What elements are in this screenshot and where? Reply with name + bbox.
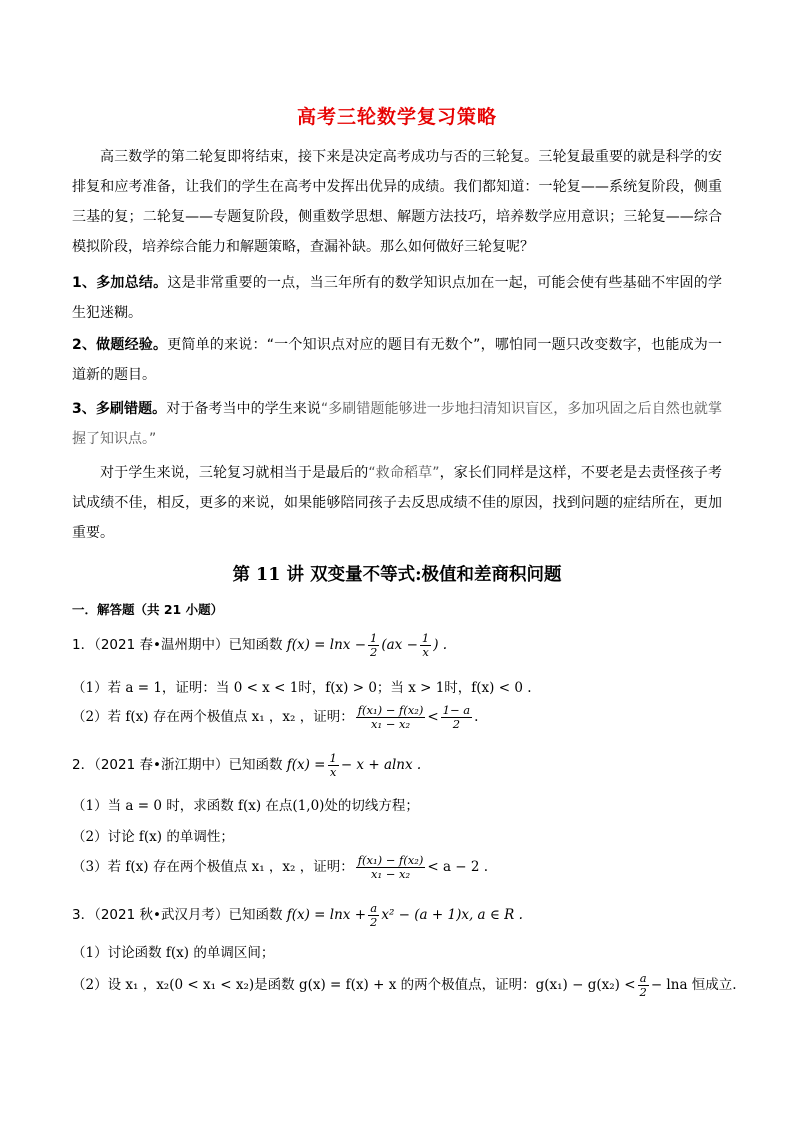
- tip-3: [72, 394, 722, 454]
- problem-2-fx: f(x) =: [286, 757, 326, 773]
- problem-1-fx: f(x) = lnx −: [286, 637, 367, 653]
- problem-3-frac: $\frac{a}{2}$: [370, 901, 378, 929]
- problem-1-part-2: [72, 704, 478, 731]
- problem-1-part-2-rhs: $\frac{1- a}{2}$: [442, 703, 471, 731]
- problem-1-end: ) .: [433, 637, 448, 653]
- problem-2-frac: $\frac{1}{x}$: [329, 751, 337, 779]
- lecture-title: 第 11 讲 双变量不等式:极值和差商积问题: [232, 565, 562, 585]
- problem-1-part-2-text: （2）若 f(x) 存在两个极值点 x₁ ，x₂ ，证明：: [72, 709, 354, 725]
- problem-1-inner-frac: $\frac{1}{x}$: [421, 631, 430, 659]
- tip-3-body: 对于备考当中的学生来说: [166, 401, 321, 417]
- problem-3-head: [72, 902, 523, 929]
- tip-3-quote: “多刷错题能够进一步地扫清知识盲区，多加巩固之后自然也就掌握了知识点。”: [72, 401, 722, 447]
- tip-2: [72, 330, 722, 390]
- problem-1-half: $\frac{1}{2}$: [370, 631, 378, 659]
- document-title: 高考三轮数学复习策略: [296, 106, 497, 128]
- problem-3-part-1: （1）讨论函数 f(x) 的单调区间；: [72, 945, 275, 961]
- problem-1-part-2-frac: $\frac{\text{f(x₁) − f(x₂)}}{\text{x₁ − x₂}}$: [357, 703, 424, 731]
- problem-2-part-3-end: < a − 2 .: [427, 859, 489, 875]
- problem-2-part-3: [72, 854, 488, 881]
- tip-1: [72, 268, 722, 328]
- problem-3-part-2-text: （2）设 x₁ ，x₂(0 < x₁ < x₂)是函数 g(x) = f(x) + x 的两个极值点，证明：g(x₁) − g(x₂) <: [72, 977, 636, 993]
- intro-paragraph: 高三数学的第二轮复即将结束，接下来是决定高考成功与否的三轮复。三轮复最重要的就是科学的安排复和应考准备，让我们的学生在高考中发挥出优异的成绩。我们都知道：一轮复——系统复阶段，侧重三基的复；二轮复——专题复阶段，侧重数学思想、解题方法技巧，培养数学应用意识；三轮复——综合模拟阶段，培养综合能力和解题策略，查漏补缺。那么如何做好三轮复呢？: [72, 149, 722, 255]
- problem-1-source: 1．（2021 春•温州期中）已知函数: [72, 637, 287, 653]
- problem-3-fx: f(x) = lnx +: [286, 907, 367, 923]
- problem-2-end: − x + alnx .: [340, 757, 422, 773]
- closing-paragraph: [72, 458, 722, 548]
- problem-1-part-2-lt: <: [427, 709, 439, 725]
- closing-text-b: ，家长们同样是这样，不要老是去责怪孩子考试成绩不佳，相反，更多的来说，如果能够陪同孩子去反思成绩不佳的原因，找到问题的症结所在，更加重要。: [72, 465, 723, 541]
- problem-2-part-3-frac: $\frac{\text{f(x₁) − f(x₂)}}{\text{x₁ − x₂}}$: [357, 853, 424, 881]
- problem-2-part-1: （1）当 a = 0 时，求函数 f(x) 在点(1,0)处的切线方程；: [72, 798, 419, 814]
- problem-3-end: x² − (a + 1)x, a ∈ R .: [381, 907, 523, 923]
- problem-1-head: [72, 632, 447, 659]
- problem-3-part-2: [72, 972, 737, 999]
- problem-2-head: [72, 752, 421, 779]
- problem-3-part-2-frac: $\frac{a}{2}$: [639, 971, 647, 999]
- tip-3-head: 3、多刷错题。: [72, 401, 167, 417]
- problem-1-part-1: （1）若 a = 1，证明：当 0 < x < 1时，f(x) > 0；当 x > 1时，f(x) < 0 .: [72, 680, 532, 696]
- tip-1-body: 这是非常重要的一点，当三年所有的数学知识点加在一起，可能会使有些基础不牢固的学生犯迷糊。: [72, 275, 722, 321]
- problem-2-source: 2．（2021 春•浙江期中）已知函数: [72, 757, 287, 773]
- tip-2-head: 2、做题经验。: [72, 337, 168, 353]
- closing-text-a: 对于学生来说，三轮复习就相当于是最后的: [100, 465, 369, 481]
- problem-2-part-2: （2）讨论 f(x) 的单调性；: [72, 829, 234, 845]
- problem-3-part-2-end: − lna 恒成立.: [650, 977, 737, 993]
- problem-1-paren: (ax −: [381, 637, 418, 653]
- closing-quote: “救命稻草”: [368, 465, 440, 481]
- problem-2-part-3-text: （3）若 f(x) 存在两个极值点 x₁ ，x₂ ，证明：: [72, 859, 354, 875]
- tip-1-head: 1、多加总结。: [72, 275, 168, 291]
- problem-1-part-2-end: .: [474, 709, 479, 725]
- tip-2-body: 更简单的来说：“一个知识点对应的题目有无数个”，哪怕同一题只改变数字，也能成为一道新的题目。: [72, 337, 722, 383]
- section-title: 一．解答题（共 21 小题）: [72, 602, 224, 617]
- problem-3-source: 3．（2021 秋•武汉月考）已知函数: [72, 907, 287, 923]
